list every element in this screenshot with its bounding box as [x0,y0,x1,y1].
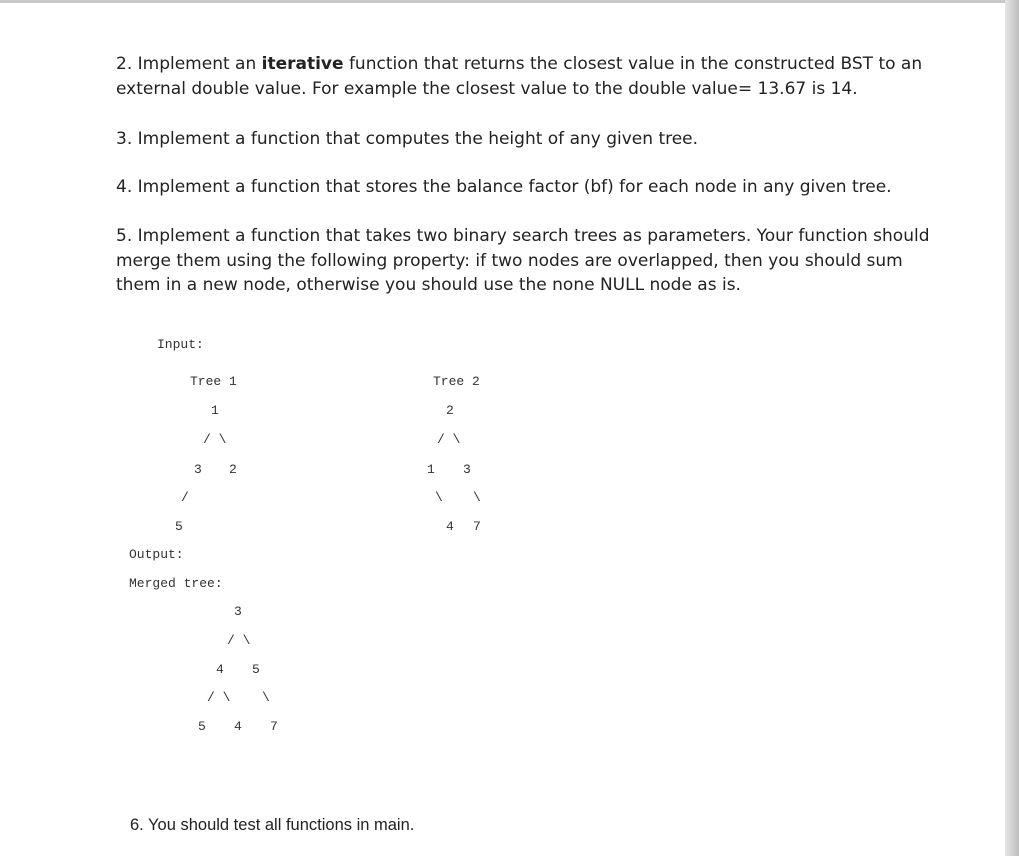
q5-line2: merge them using the following property: if two nodes are overlapped, then you should sum [116,250,903,271]
q2-line2: external double value. For example the closest value to the double value= 13.67 is 14. [116,78,858,99]
question-4: 4. Implement a function that stores the balance factor (bf) for each node in any given tree. [116,177,892,197]
tree2-left-right: 4 [446,519,454,534]
q2-prefix: 2. Implement an [116,54,262,74]
top-border [0,0,1019,3]
input-label: Input: [157,337,204,352]
tree2-title: Tree 2 [433,374,480,389]
tree1-title: Tree 1 [190,374,237,389]
q2-bold-word: iterative [261,54,344,74]
question-6: 6. You should test all functions in main. [130,816,415,834]
tree2-branch-2a: \ [435,490,443,505]
page-edge-shadow [1005,0,1019,856]
output-label: Output: [129,547,184,562]
tree1-right: 2 [229,462,237,477]
question-5 [116,224,930,298]
q5-line1: 5. Implement a function that takes two binary search trees as parameters. Your function should [116,226,930,246]
merged-left-left: 5 [198,719,206,734]
merged-left: 4 [216,662,224,677]
tree1-left: 3 [194,462,202,477]
merged-left-right: 4 [234,719,242,734]
tree1-root: 1 [211,403,219,418]
tree1-left-left: 5 [175,519,183,534]
q2-line1-rest: function that returns the closest value in the constructed BST to an [343,54,923,74]
tree2-left: 1 [427,462,435,477]
question-2 [116,52,922,101]
merged-branch-1: / \ [227,633,251,648]
tree2-branch-1: / \ [437,432,461,447]
tree2-branch-2b: \ [473,490,481,505]
question-3: 3. Implement a function that computes the height of any given tree. [116,129,699,149]
tree1-branch-2: / [181,490,189,505]
merged-label: Merged tree: [129,576,223,591]
tree2-root: 2 [446,403,454,418]
merged-right-right: 7 [270,719,278,734]
merged-right: 5 [252,662,260,677]
merged-branch-3: \ [262,690,270,705]
merged-branch-2: / \ [207,690,231,705]
merged-root: 3 [234,604,242,619]
tree1-branch-1: / \ [203,432,227,447]
tree2-right-right: 7 [473,519,481,534]
tree2-right: 3 [463,462,471,477]
q5-line3: them in a new node, otherwise you should use the none NULL node as is. [116,275,741,295]
